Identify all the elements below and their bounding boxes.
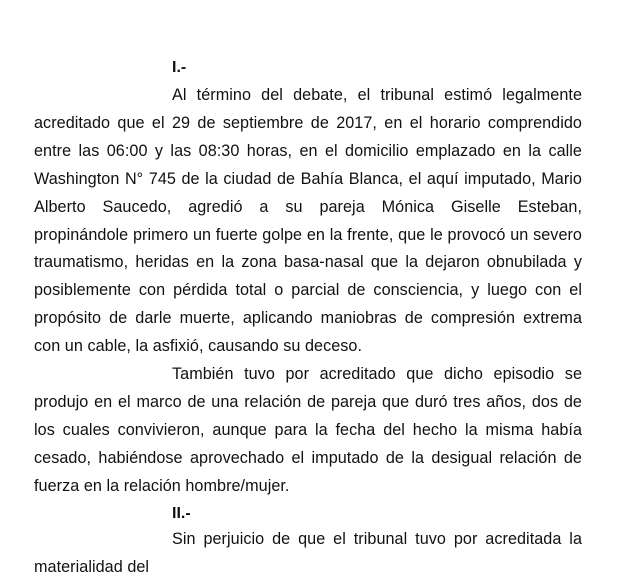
section-heading-2: II.- [172, 505, 191, 522]
paragraph-2: También tuvo por acreditado que dicho episodio se produjo en el marco de una relación de pareja que duró tres años, dos de los cuales convivieron, aunque para la fecha del hecho la misma había cesado, habiéndose aprovechado el imputado de la desigual relación de fuerza en la relación hombre/mujer. [34, 365, 582, 495]
paragraph-3-partial: Sin perjuicio de que el tribunal tuvo por acreditada la materialidad del [34, 530, 582, 576]
section-heading-1: I.- [172, 59, 187, 76]
paragraph-1: Al término del debate, el tribunal estimó legalmente acreditado que el 29 de septiembre de 2017, en el horario comprendido entre las 06:00 y las 08:30 horas, en el domicilio emplazado en la calle Washington N° 745 de la ciudad de Bahía Blanca, el aquí imputado, Mario Alberto Saucedo, agredió a su pareja Mónica Giselle Esteban, propinándole primero un fuerte golpe en la frente, que le provocó un severo traumatismo, heridas en la zona basa-nasal que la dejaron obnubilada y posiblemente con pérdida total o parcial de consciencia, y luego con el propósito de darle muerte, aplicando maniobras de compresión extrema con un cable, la asfixió, causando su deceso. [34, 86, 582, 356]
